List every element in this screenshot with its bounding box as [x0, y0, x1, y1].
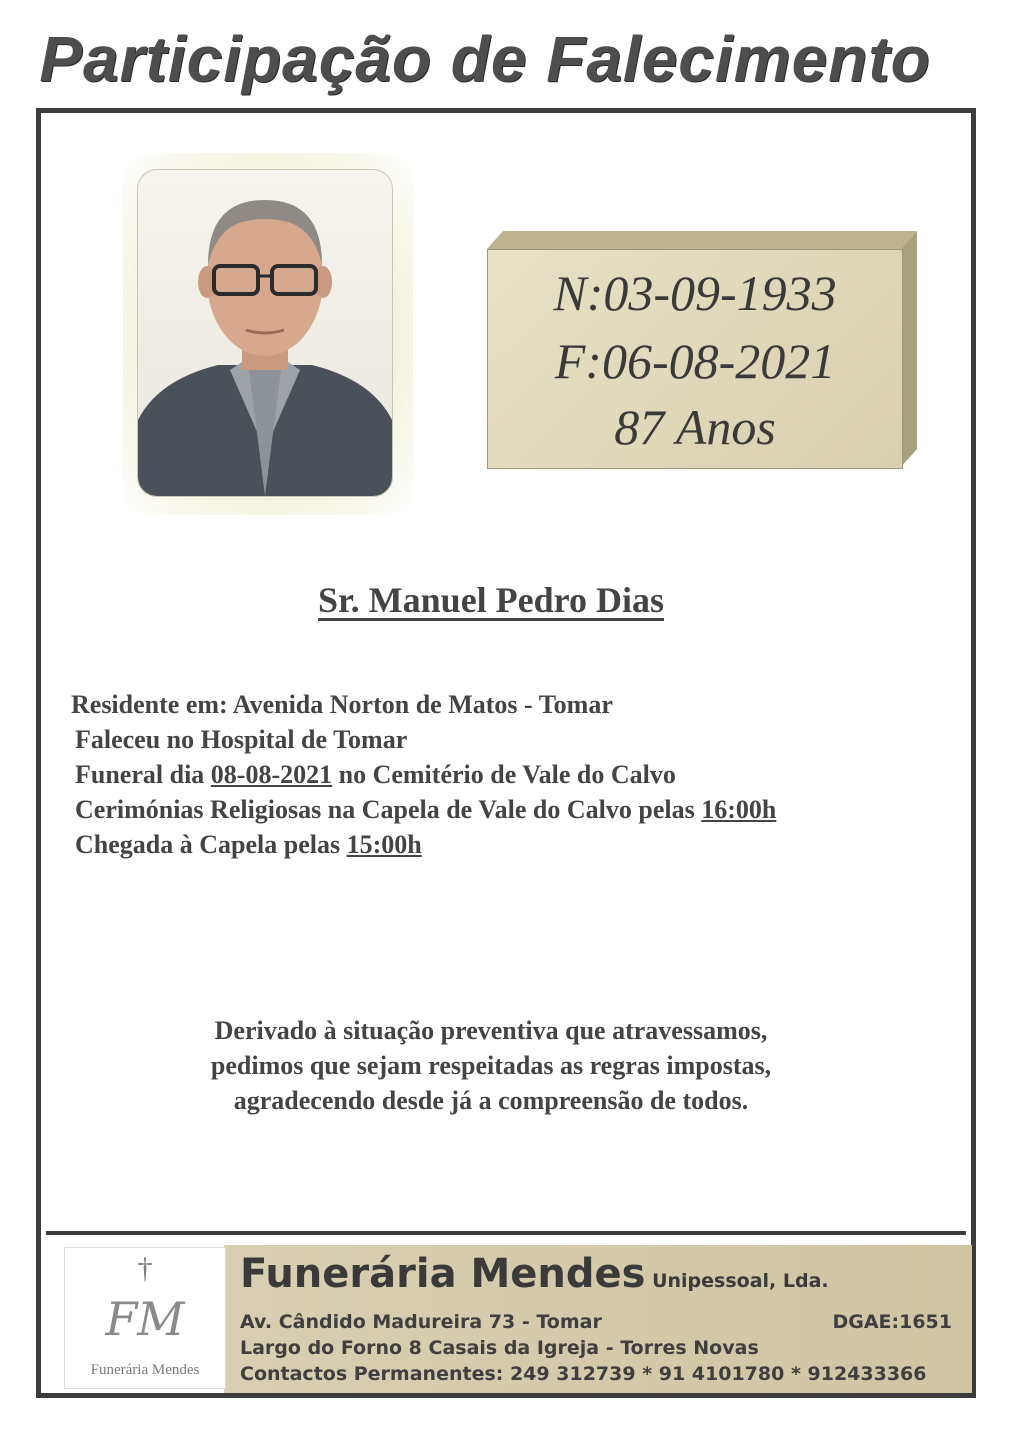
death-date: F:06-08-2021	[554, 333, 836, 389]
age: 87 Anos	[614, 399, 776, 455]
funeral-line: Funeral dia 08-08-2021 no Cemitério de Vale do Calvo	[75, 760, 676, 789]
birth-date: N:03-09-1933	[553, 265, 837, 321]
company-name: Funerária Mendes Unipessoal, Lda.	[240, 1251, 829, 1297]
covid-notice: Derivado à situação preventiva que atravessamos, pedimos que sejam respeitadas as regras impostas, agradecendo desde já a compreensão de todos.	[210, 1016, 772, 1115]
address-torres-novas: Largo do Forno 8 Casais da Igreja - Torres Novas	[240, 1337, 759, 1359]
arrival-time: 15:00h	[346, 830, 422, 859]
contacts: Contactos Permanentes: 249 312739 * 91 4101780 * 912433366	[240, 1363, 927, 1385]
logo-monogram: FM	[105, 1292, 185, 1346]
plaque-face	[487, 249, 903, 469]
funeral-date: 08-08-2021	[210, 760, 333, 789]
logo-caption: Funerária Mendes	[90, 1362, 200, 1378]
arrival-line: Chegada à Capela pelas 15:00h	[75, 830, 422, 859]
funeral-home-footer	[46, 1231, 966, 1393]
dates-plaque	[487, 231, 917, 467]
address-tomar: Av. Cândido Madureira 73 - Tomar	[240, 1311, 602, 1333]
place-of-death-line: Faleceu no Hospital de Tomar	[75, 725, 408, 754]
dgae-number: DGAE:1651	[832, 1311, 952, 1333]
ceremony-time: 16:00h	[701, 795, 777, 824]
residence-line: Residente em: Avenida Norton de Matos - Tomar	[71, 690, 613, 719]
page-title: Participação de Falecimento	[39, 23, 931, 95]
cross-icon: †	[137, 1252, 153, 1285]
funeral-home-logo	[64, 1247, 226, 1389]
deceased-name: Sr. Manuel Pedro Dias	[317, 580, 665, 620]
plaque-bevel	[487, 231, 917, 249]
portrait-photo	[137, 169, 393, 497]
portrait-illustration	[138, 170, 392, 496]
funeral-details	[71, 687, 951, 862]
announcement-frame	[36, 108, 976, 1398]
plaque-side	[901, 231, 917, 467]
footer-band	[54, 1245, 972, 1393]
ceremony-line: Cerimónias Religiosas na Capela de Vale do Calvo pelas 16:00h	[75, 795, 777, 824]
